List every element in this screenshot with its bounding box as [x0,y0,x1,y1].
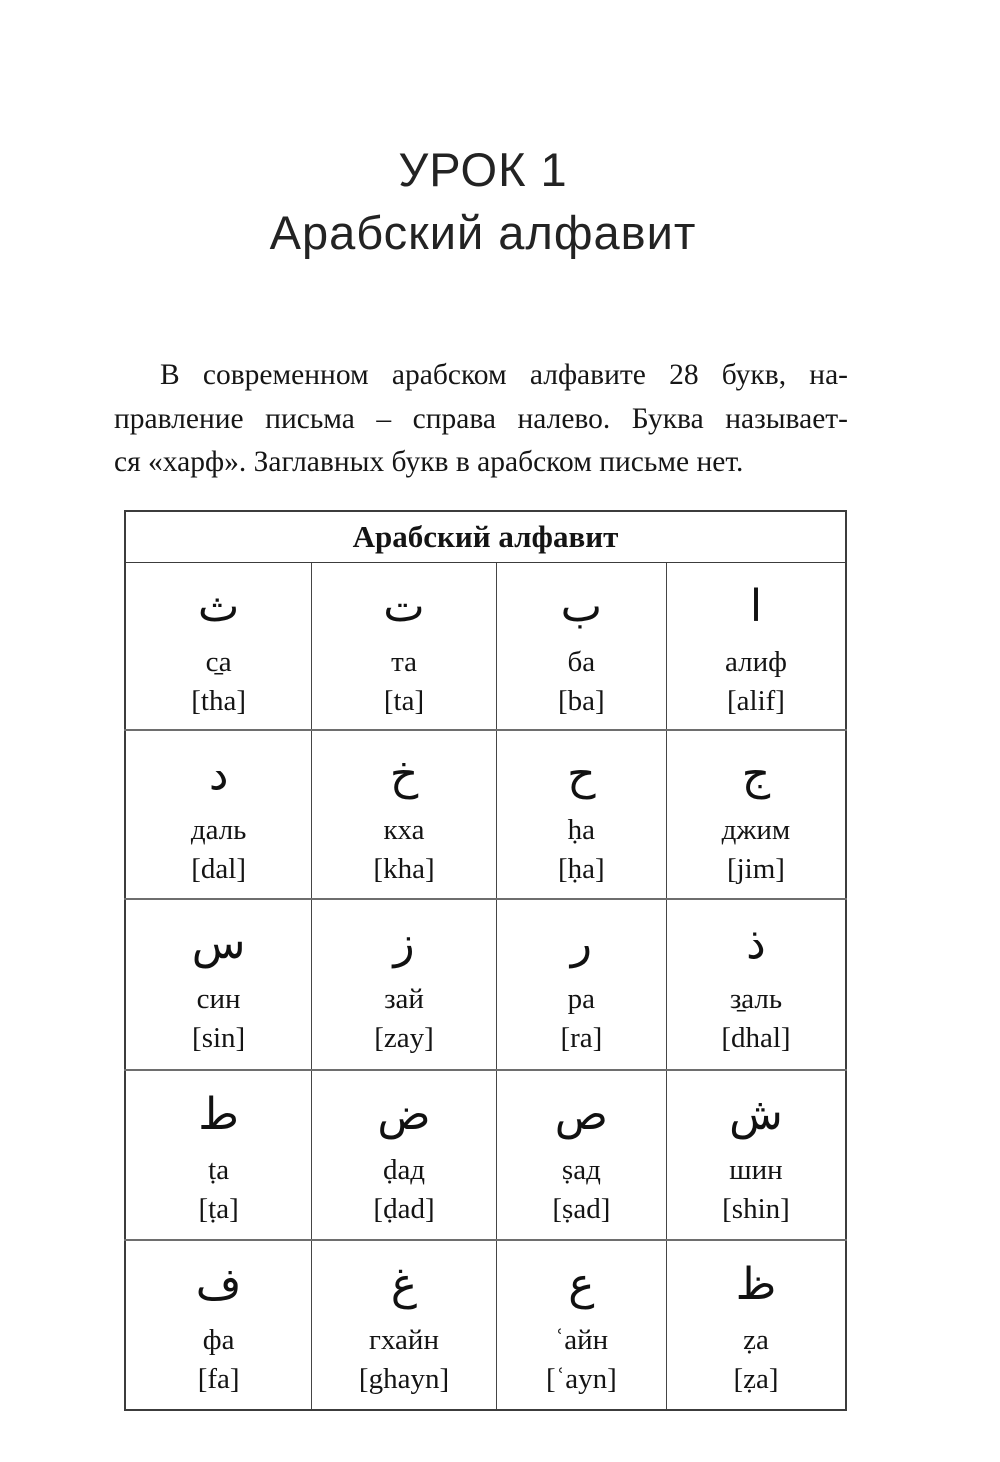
arabic-letter: ذ [746,917,766,969]
letter-cell-ba [496,563,666,731]
table-row [125,1240,846,1410]
table-row [125,730,846,899]
arabic-letter: د [208,748,229,800]
lesson-number: УРОК 1 [398,143,568,196]
letter-transliteration: [ba] [558,685,605,717]
letter-name: та [391,646,417,678]
letter-transliteration: [ta] [383,685,425,717]
letter-name: ḍад [382,1154,426,1186]
letter-cell-kha [312,730,497,899]
arabic-letter: ش [729,1088,783,1140]
paragraph-line-3: ся «харф». Заглавных букв в арабском письме нет. [114,446,744,478]
arabic-letter: غ [390,1258,418,1310]
letter-name: ḥа [567,814,596,846]
paragraph-line-1: В современном арабском алфавите 28 букв, на- [160,359,848,391]
arabic-letter: ر [570,917,592,969]
intro-paragraph [114,354,848,485]
arabic-letter: ط [198,1088,239,1140]
arabic-letter: س [191,917,246,969]
letter-transliteration: [alif] [726,685,785,717]
letter-transliteration: [ghayn] [358,1363,450,1395]
letter-name: ṣад [561,1154,601,1186]
table-row [125,563,846,731]
letter-name: ʿайн [554,1324,609,1356]
letter-cell-dad [312,1070,497,1240]
letter-cell-ta [312,563,497,731]
letter-name: ẓа [743,1324,769,1356]
arabic-letter: ث [197,580,240,632]
arabic-letter: ح [567,748,596,800]
letter-cell-alif [666,563,846,731]
letter-transliteration: [dal] [191,853,246,885]
letter-cell-zay [312,899,497,1070]
letter-cell-ra [496,899,666,1070]
letter-name: джим [721,814,791,846]
letter-cell-ghayn [312,1240,497,1410]
letter-cell-fa [125,1240,312,1410]
table-row [125,1070,846,1240]
alphabet-table [124,510,847,1411]
letter-transliteration: [ʿayn] [545,1363,617,1395]
letter-cell-tta [125,1070,312,1240]
letter-cell-ha [496,730,666,899]
letter-name: ра [567,983,596,1015]
letter-name: зай [384,983,424,1015]
letter-transliteration: [ḥa] [558,853,605,885]
letter-transliteration: [ḍad] [373,1193,435,1225]
lesson-title [0,138,966,264]
letter-transliteration: [zay] [374,1022,434,1054]
letter-transliteration: [ra] [560,1022,603,1054]
letter-transliteration: [ẓa] [733,1363,779,1395]
table-row [125,899,846,1070]
arabic-letter: خ [389,748,419,800]
table-caption: Арабский алфавит [125,511,846,563]
letter-name: фа [202,1324,235,1356]
arabic-letter: ز [393,917,415,969]
letter-transliteration: [ṭa] [198,1193,239,1225]
letter-cell-tha [125,563,312,731]
arabic-letter: ص [554,1088,608,1140]
arabic-letter: ا [749,580,763,632]
letter-transliteration: [tha] [191,685,246,717]
letter-cell-dhal [666,899,846,1070]
letter-name: гхайн [369,1324,439,1356]
letter-cell-sin [125,899,312,1070]
arabic-letter: ج [741,748,771,800]
letter-name: с̱а [205,646,232,678]
letter-cell-shin [666,1070,846,1240]
arabic-letter: ف [195,1258,242,1310]
arabic-letter: ب [560,580,603,632]
letter-name: син [196,983,241,1015]
letter-cell-ayn [496,1240,666,1410]
letter-transliteration: [kha] [373,853,435,885]
letter-name: з̱аль [729,983,783,1015]
letter-cell-za [666,1240,846,1410]
lesson-subtitle: Арабский алфавит [269,206,697,259]
arabic-letter: ت [383,580,425,632]
paragraph-line-2: правление письма – справа налево. Буква называет- [114,402,848,435]
letter-name: ṭа [208,1154,230,1186]
letter-cell-dal [125,730,312,899]
letter-transliteration: [shin] [722,1193,790,1225]
arabic-letter: ع [568,1258,595,1310]
arabic-letter: ظ [735,1258,777,1310]
letter-transliteration: [dhal] [721,1022,791,1054]
letter-transliteration: [ṣad] [552,1193,611,1225]
arabic-letter: ض [377,1088,431,1140]
letter-name: ба [567,646,596,678]
letter-name: алиф [725,646,787,678]
letter-name: даль [190,814,247,846]
letter-cell-sad [496,1070,666,1240]
letter-name: шин [729,1154,783,1186]
table-caption-row [125,511,846,563]
letter-name: кха [383,814,425,846]
letter-transliteration: [fa] [197,1363,240,1395]
letter-cell-jim [666,730,846,899]
letter-transliteration: [sin] [192,1022,246,1054]
letter-transliteration: [jim] [726,853,785,885]
